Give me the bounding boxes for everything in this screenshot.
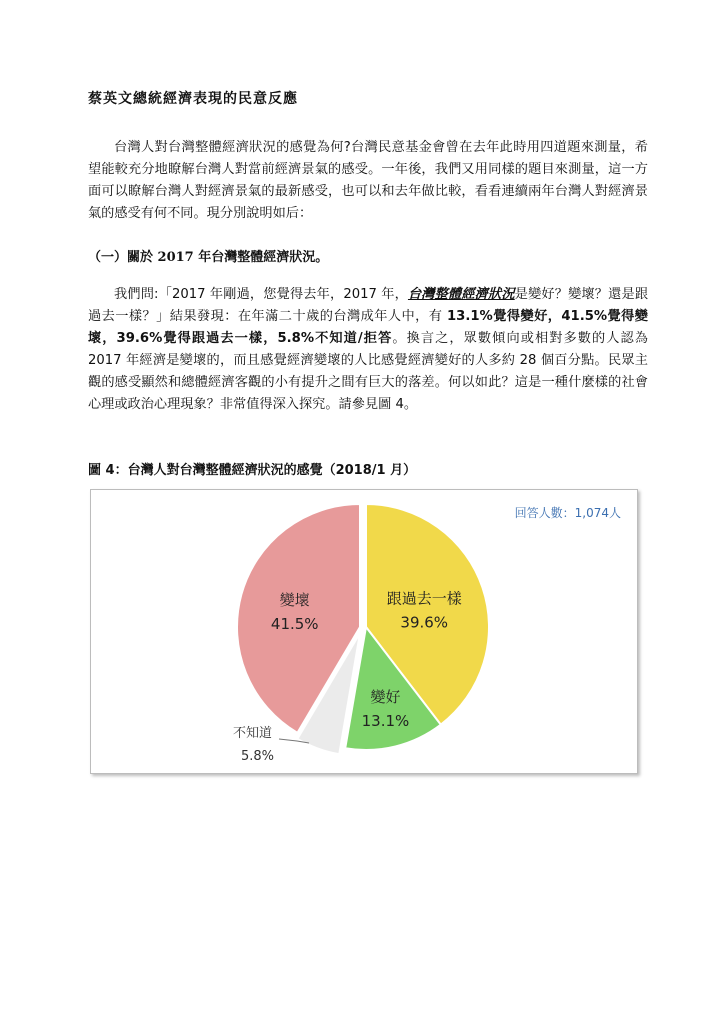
pie-label-unknown: 不知道 [233,726,273,741]
body-text-1: 我們問:「2017 年剛過，您覺得去年，2017 年， [114,287,408,302]
respondent-note: 回答人數：1,074人 [514,506,621,520]
figure-caption: 圖 4：台灣人對台灣整體經濟狀況的感覺（2018/1 月） [88,463,417,478]
pie-value-unknown: 5.8% [241,749,275,764]
pie-label-same: 跟過去一樣 [386,589,462,608]
body-paragraph [88,284,648,416]
pie-value-worse: 41.5% [270,615,319,634]
body-text-3: 。換言之，眾數傾向或相對多數的人認為 2017 年經濟是變壞的，而且感覺經濟變壞的人比感覺經濟變好的人多約 28 個百分點。民眾主觀的感受顯然和總體經濟客觀的小有提升之間有巨大的落差。何以如此？這是一種什麼樣的社會心理或政治心理現象？非常值得深入探究。請參見圖 4。 [88,331,648,412]
pie-label-better: 變好 [370,687,401,706]
doc-title: 蔡英文總統經濟表現的民意反應 [88,91,298,107]
intro-paragraph: 台灣人對台灣整體經濟狀況的感覺為何?台灣民意基金會曾在去年此時用四道題來測量，希望能較充分地瞭解台灣人對當前經濟景氣的感受。一年後，我們又用同樣的題目來測量，這一方面可以瞭解台灣人對經濟景氣的最新感受，也可以和去年做比較，看看連續兩年台灣人對經濟景氣的感受有何不同。現分別說明如后： [88,140,648,221]
pie-chart [90,489,638,774]
section-heading: （一）關於 2017 年台灣整體經濟狀況。 [88,250,329,265]
pie-value-better: 13.1% [361,711,410,730]
pie-label-worse: 變壞 [279,591,310,610]
pie-value-same: 39.6% [400,613,449,632]
result-figures: 13.1%覺得變好，41.5%覺得變壞，39.6%覺得跟過去一樣，5.8%不知道/拒答 [88,309,648,346]
pie-chart-svg [91,490,637,773]
emphasis-text: 台灣整體經濟狀況 [407,287,515,302]
body-text-2: 是變好？變壞？還是跟過去一樣？」結果發現：在年滿二十歲的台灣成年人中，有 [88,287,649,324]
